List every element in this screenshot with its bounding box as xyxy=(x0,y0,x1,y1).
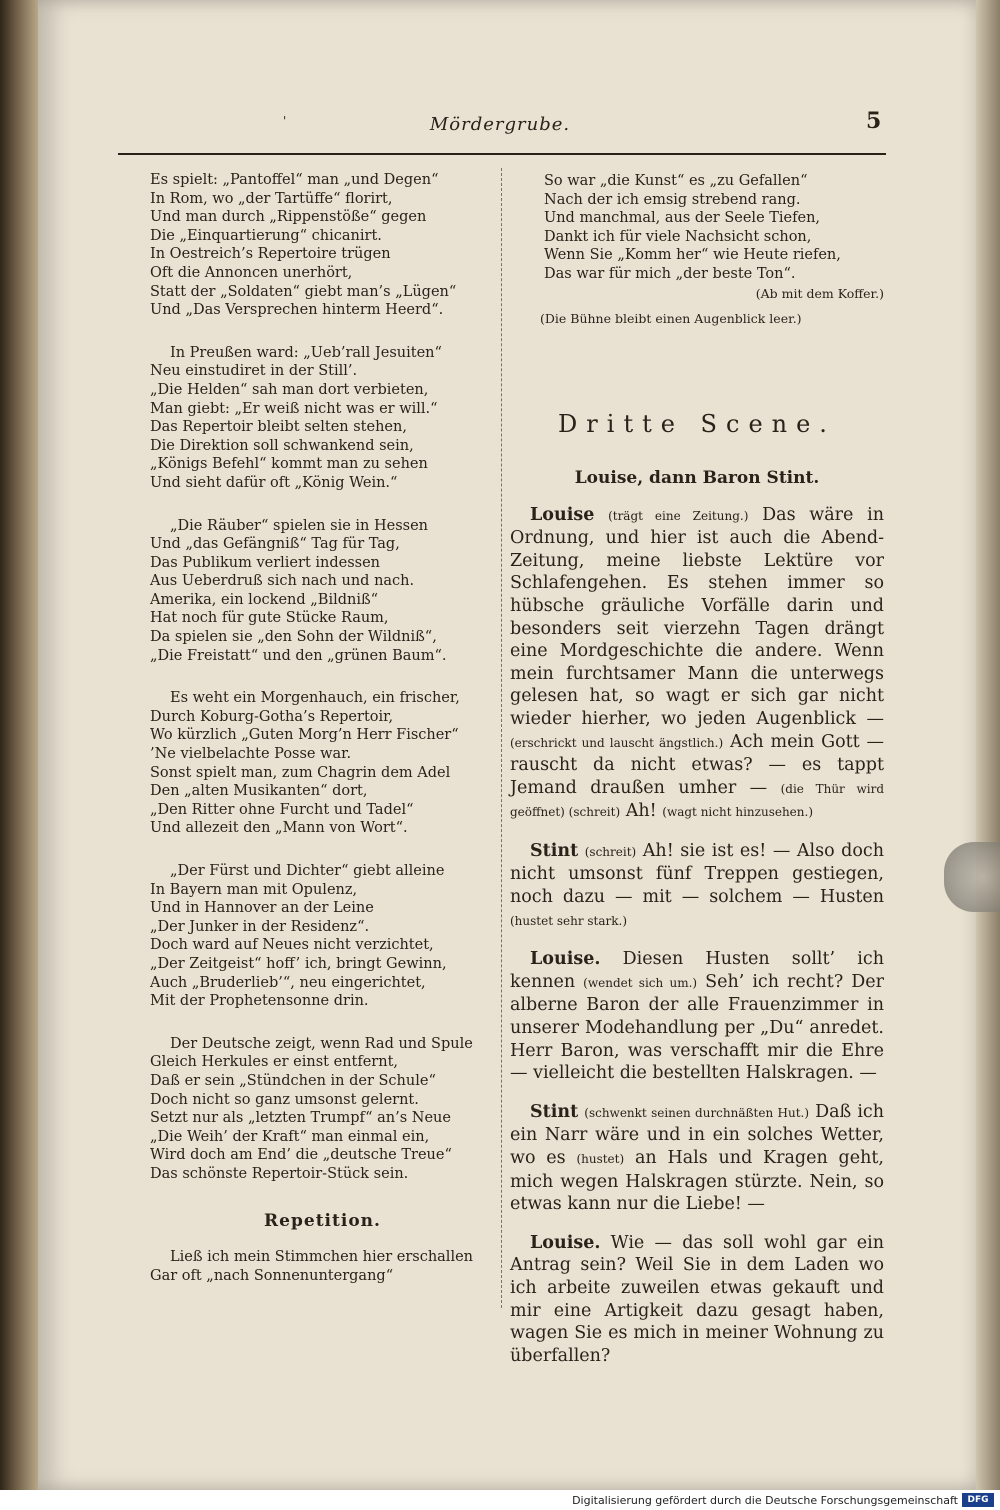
stage-direction: (wendet sich um.) xyxy=(583,975,698,990)
dialogue-text: Daß ich ein Narr wäre und in ein solches Wetter, wo es xyxy=(510,1101,884,1168)
dialogue-text: Ach mein Gott — rauscht da nicht etwas? — es tappt Jemand draußen umher — xyxy=(510,731,884,798)
verse-line: „Der Fürst und Dichter“ giebt alleine xyxy=(170,863,445,879)
section-heading: Repetition. xyxy=(264,1210,381,1231)
page-right-edge xyxy=(976,0,1000,1490)
scene-title: Dritte Scene. xyxy=(558,409,836,438)
stage-direction: (die Thür wird geöffnet) (schreit) xyxy=(510,781,884,820)
dialogue-paragraph xyxy=(510,504,884,824)
dialogue-paragraph xyxy=(510,1232,884,1368)
verse-line: Daß er sein „Stündchen in der Schule“ xyxy=(150,1072,436,1089)
verse-line: Das war für mich „der beste Ton“. xyxy=(544,265,796,282)
dialogue-paragraph xyxy=(510,1101,884,1216)
stage-direction: (erschrickt und lauscht ängstlich.) xyxy=(510,735,724,750)
stage-direction: (Die Bühne bleibt einen Augenblick leer.) xyxy=(540,310,802,326)
verse-line: Wird doch am End’ die „deutsche Treue“ xyxy=(150,1147,452,1164)
verse-line: Wenn Sie „Komm her“ wie Heute riefen, xyxy=(544,247,841,264)
verse-line: Den „alten Musikanten“ dort, xyxy=(150,783,368,800)
verse-line: Und „Das Versprechen hinterm Heerd“. xyxy=(150,302,444,319)
verse-line: Das schönste Repertoir-Stück sein. xyxy=(150,1165,409,1182)
right-column xyxy=(510,172,884,1367)
verse-line: „Der Junker in der Residenz“. xyxy=(150,918,370,935)
page-number: 5 xyxy=(866,108,882,134)
verse-line: Doch nicht so ganz umsonst gelernt. xyxy=(150,1091,419,1108)
verse-line: Statt der „Soldaten“ giebt man’s „Lügen“ xyxy=(150,283,457,300)
verse-line: Durch Koburg-Gotha’s Repertoir, xyxy=(150,708,394,725)
verse-line: „Die Freistatt“ und den „grünen Baum“. xyxy=(150,647,447,664)
scene-cast: Louise, dann Baron Stint. xyxy=(574,467,820,488)
dialogue-text: Ah! sie ist es! — Also doch nicht umsonst fünf Treppen gestiegen, noch dazu — mit — solchem — Husten xyxy=(510,840,884,908)
verse-line: Aus Ueberdruß sich nach und nach. xyxy=(150,573,415,590)
funding-note: Digitalisierung gefördert durch die Deutsche Forschungsgemeinschaft xyxy=(572,1494,958,1507)
left-column xyxy=(150,171,495,1309)
verse-line: Es spielt: „Pantoffel“ man „und Degen“ xyxy=(150,172,439,188)
verse-line: ’Ne vielbelachte Posse war. xyxy=(150,746,352,763)
verse-line: Dankt ich für viele Nachsicht schon, xyxy=(544,228,812,245)
stage-direction: (wagt nicht hinzusehen.) xyxy=(662,805,814,820)
dialogue-text: Wie — das soll wohl gar ein Antrag sein? Weil Sie in dem Laden wo ich arbeite zuweilen etwas gekauft und mir eine Artigkeit dazu gesagt haben, wagen Sie es mich in meiner Wohnung zu überfallen? xyxy=(510,1232,884,1366)
speaker-name: Stint xyxy=(530,1101,579,1122)
verse-line: „Die Räuber“ spielen sie in Hessen xyxy=(170,517,429,534)
dialogue-paragraph xyxy=(510,948,884,1085)
verse-line: „Der Zeitgeist“ hoff’ ich, bringt Gewinn, xyxy=(150,955,447,972)
verse-line: In Oestreich’s Repertoire trügen xyxy=(150,246,391,263)
stage-direction: (schreit) xyxy=(584,844,637,859)
verse-line: „Den Ritter ohne Furcht und Tadel“ xyxy=(150,801,414,818)
stanza xyxy=(150,862,495,1011)
verse-line: Der Deutsche zeigt, wenn Rad und Spule xyxy=(170,1035,473,1052)
stanza xyxy=(150,171,495,320)
verse-line: Und man durch „Rippenstöße“ gegen xyxy=(150,209,427,226)
dialogue-text: Ah! xyxy=(625,801,657,822)
dialogue-text: Seh’ ich recht? Der alberne Baron der alle Frauenzimmer in unserer Modehandlung per „Du“ anredet. Herr Baron, was verschafft mir die Ehre — vielleicht die bestellten Halskragen. — xyxy=(510,971,884,1084)
verse-line: Das Repertoir bleibt selten stehen, xyxy=(150,419,407,436)
stage-direction: (hustet) xyxy=(576,1152,625,1166)
scanner-clip xyxy=(944,842,1000,912)
verse-line: „Die Weih’ der Kraft“ man einmal ein, xyxy=(150,1128,430,1145)
header-mark: ' xyxy=(283,114,287,128)
running-head: Mördergrube. xyxy=(429,114,571,135)
dialogue-paragraph xyxy=(510,840,884,932)
verse-line: Doch ward auf Neues nicht verzichtet, xyxy=(150,937,434,954)
scan-left-edge xyxy=(0,0,38,1510)
verse-line: Wo kürzlich „Guten Morg’n Herr Fischer“ xyxy=(150,727,459,744)
speaker-name: Stint xyxy=(530,840,579,861)
verse-line: Da spielen sie „den Sohn der Wildniß“, xyxy=(150,629,437,646)
verse-line: Man giebt: „Er weiß nicht was er will.“ xyxy=(150,400,438,417)
speaker-name: Louise. xyxy=(530,949,601,970)
verse-line: Amerika, ein lockend „Bildniß“ xyxy=(150,591,379,608)
stanza xyxy=(150,1035,495,1184)
verse-line: Neu einstudiret in der Still’. xyxy=(150,363,358,380)
verse-line: Gar oft „nach Sonnenuntergang“ xyxy=(150,1267,394,1284)
verse-line: Hat noch für gute Stücke Raum, xyxy=(150,610,389,627)
verse-line: So war „die Kunst“ es „zu Gefallen“ xyxy=(544,173,808,189)
verse-line: Das Publikum verliert indessen xyxy=(150,554,381,571)
stage-direction: (hustet sehr stark.) xyxy=(510,913,628,928)
column-divider xyxy=(501,168,503,1308)
verse-line: Setzt nur als „letzten Trumpf“ an’s Neue xyxy=(150,1110,451,1127)
verse-line: In Rom, wo „der Tartüffe“ florirt, xyxy=(150,190,393,207)
verse-line: Mit der Prophetensonne drin. xyxy=(150,993,369,1010)
speaker-name: Louise xyxy=(530,504,595,525)
dialogue-text: Diesen Husten sollt’ ich kennen xyxy=(510,949,884,992)
dfg-logo: DFG xyxy=(962,1493,994,1507)
verse-line: Ließ ich mein Stimmchen hier erschallen xyxy=(170,1249,473,1266)
verse-line: Sonst spielt man, zum Chagrin dem Adel xyxy=(150,764,451,781)
stanza xyxy=(150,1248,495,1285)
verse-line: Und „das Gefängniß“ Tag für Tag, xyxy=(150,536,400,553)
stanza xyxy=(150,344,495,493)
verse-line: Es weht ein Morgenhauch, ein frischer, xyxy=(170,690,460,707)
verse-line: In Preußen ward: „Ueb’rall Jesuiten“ xyxy=(170,344,442,361)
verse-line: Die Direktion soll schwankend sein, xyxy=(150,437,414,454)
verse-line: Und manchmal, aus der Seele Tiefen, xyxy=(544,210,821,227)
stage-direction: (Ab mit dem Koffer.) xyxy=(755,285,884,301)
verse-line: Nach der ich emsig strebend rang. xyxy=(544,191,801,208)
verse-line: „Die Helden“ sah man dort verbieten, xyxy=(150,381,429,398)
stage-direction: (schwenkt seinen durchnäßten Hut.) xyxy=(584,1105,810,1120)
verse-line: Und sieht dafür oft „König Wein.“ xyxy=(150,474,398,491)
verse-line: Und allezeit den „Mann von Wort“. xyxy=(150,820,408,837)
dialogue-text: an Hals und Kragen geht, mich wegen Halskragen stürzte. Nein, so etwas kann nur die Liebe! — xyxy=(510,1148,884,1215)
verse-block xyxy=(510,172,884,284)
verse-line: Auch „Bruderlieb’“, neu eingerichtet, xyxy=(150,974,426,991)
verse-line: Die „Einquartierung“ chicanirt. xyxy=(150,227,382,244)
dialogue-text: Das wäre in Ordnung, und hier ist auch die Abend-Zeitung, meine liebste Lektüre vor Schlafengehen. Es stehen immer so hübsche gräuliche Vorfälle darin und besonders seit vierzehn Tagen drängt eine Mordgeschichte die andere. Wenn mein furchtsamer Mann die unterwegs gelesen hat, so wagt er sich gar nicht wieder hierher, wo jeden Augenblick — xyxy=(510,504,884,729)
stanza xyxy=(150,689,495,838)
verse-line: Gleich Herkules er einst entfernt, xyxy=(150,1054,399,1071)
verse-line: Und in Hannover an der Leine xyxy=(150,900,374,917)
verse-line: Oft die Annoncen unerhört, xyxy=(150,264,353,281)
stanza xyxy=(150,517,495,666)
stage-direction: (trägt eine Zeitung.) xyxy=(608,508,749,523)
speaker-name: Louise. xyxy=(530,1232,601,1253)
verse-line: In Bayern man mit Opulenz, xyxy=(150,881,358,898)
header-rule xyxy=(118,153,886,155)
verse-line: „Königs Befehl“ kommt man zu sehen xyxy=(150,456,428,473)
